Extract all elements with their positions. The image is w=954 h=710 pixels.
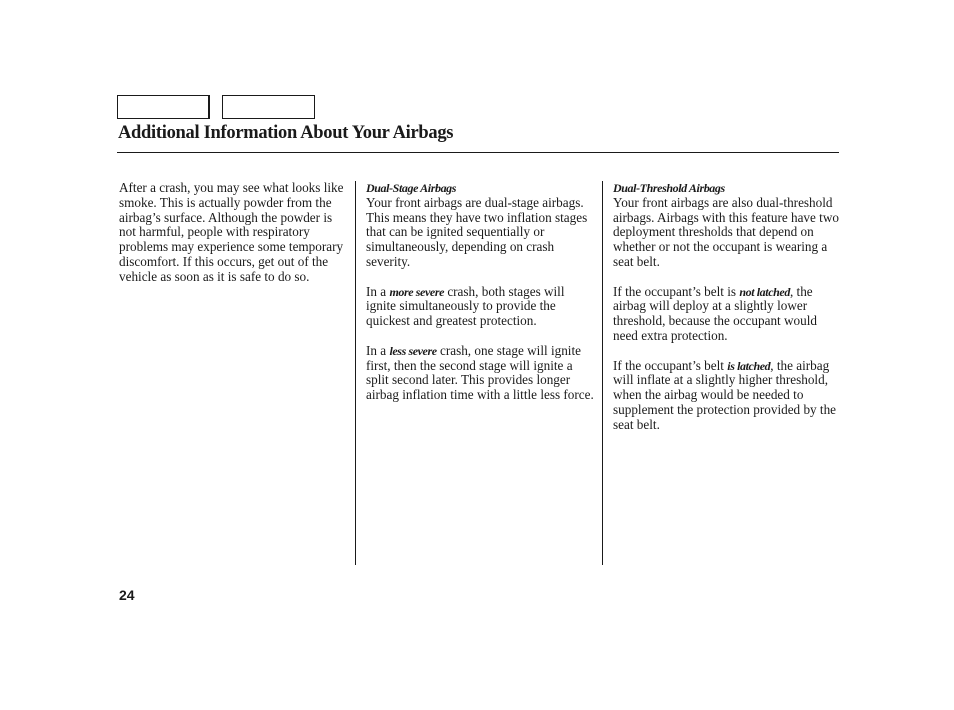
dual-stage-heading: Dual-Stage Airbags <box>366 181 457 195</box>
is-latched-paragraph <box>613 359 841 433</box>
column-divider-1 <box>355 181 356 565</box>
dual-threshold-intro: Your front airbags are also dual-threshold airbags. Airbags with this feature have two deployment thresholds that depend on whether or not the occupant is wearing a seat belt. <box>613 194 839 269</box>
less-severe-paragraph <box>366 344 594 403</box>
is-latched-suffix: , the airbag will inflate at a slightly higher threshold, when the airbag would be needed to supplement the protection provided by the seat belt. <box>613 357 837 432</box>
less-severe-suffix: crash, one stage will ignite first, then the second stage will ignite a split second later. This provides longer airbag inflation time with a little less force. <box>366 342 594 403</box>
column-middle <box>366 181 594 418</box>
column-divider-2 <box>602 181 603 565</box>
not-latched-suffix: , the airbag will deploy at a slightly lower threshold, because the occupant would need extra protection. <box>613 283 817 343</box>
more-severe-emphasis: more severe <box>389 284 445 299</box>
not-latched-prefix: If the occupant’s belt is <box>613 283 740 299</box>
nav-box-index[interactable] <box>222 95 315 119</box>
page-number: 24 <box>119 587 135 603</box>
more-severe-prefix: In a <box>366 283 390 299</box>
less-severe-prefix: In a <box>366 342 390 358</box>
dual-threshold-section <box>613 181 841 270</box>
page-title: Additional Information About Your Airbags <box>118 123 454 143</box>
column-right <box>613 181 841 447</box>
more-severe-suffix: crash, both stages will ignite simultaneously to provide the quickest and greatest protection. <box>366 283 565 329</box>
more-severe-paragraph <box>366 285 594 329</box>
is-latched-emphasis: is latched <box>727 358 771 373</box>
dual-stage-section <box>366 181 594 270</box>
not-latched-paragraph <box>613 285 841 344</box>
nav-box-contents[interactable] <box>117 95 210 119</box>
not-latched-emphasis: not latched <box>739 284 790 299</box>
dual-threshold-heading: Dual-Threshold Airbags <box>613 181 725 195</box>
smoke-paragraph: After a crash, you may see what looks like smoke. This is actually powder from the airbag’s surface. Although the powder is not harmful, people with respiratory problems may experience some temporary discomfort. If this occurs, get out of the vehicle as soon as it is safe to do so. <box>119 180 344 284</box>
column-left <box>119 181 345 299</box>
less-severe-emphasis: less severe <box>389 343 437 358</box>
dual-stage-intro: Your front airbags are dual-stage airbags. This means they have two inflation stages that can be ignited sequentially or simultaneously, depending on crash severity. <box>366 194 588 269</box>
title-divider <box>117 152 839 153</box>
is-latched-prefix: If the occupant’s belt <box>613 357 728 373</box>
